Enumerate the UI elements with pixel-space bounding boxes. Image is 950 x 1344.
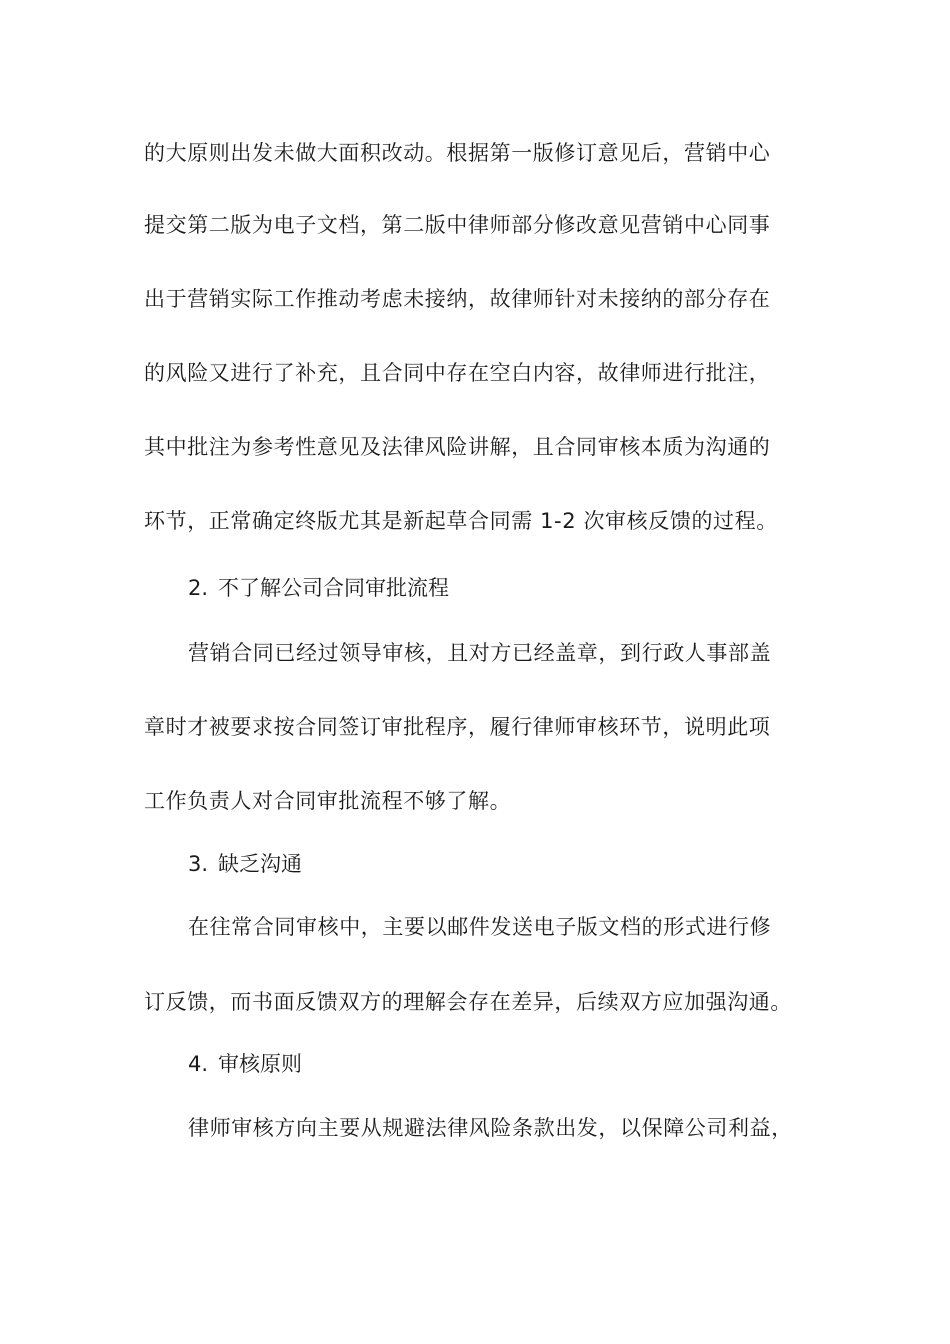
section-heading bbox=[188, 849, 302, 879]
section-heading bbox=[188, 1049, 302, 1079]
paragraph-line: 出于营销实际工作推动考虑未接纳，故律师针对未接纳的部分存在 bbox=[144, 287, 771, 311]
section-number: 2. bbox=[188, 576, 209, 600]
paragraph-line: 其中批注为参考性意见及法律风险讲解，且合同审核本质为沟通的 bbox=[144, 435, 771, 459]
section-title: 审核原则 bbox=[218, 1052, 302, 1076]
section-number: 3. bbox=[188, 852, 209, 876]
paragraph-line: 营销合同已经过领导审核，且对方已经盖章，到行政人事部盖 bbox=[188, 641, 772, 665]
section-title: 不了解公司合同审批流程 bbox=[218, 576, 449, 600]
paragraph-line: 的大原则出发未做大面积改动。根据第一版修订意见后，营销中心 bbox=[144, 141, 771, 165]
paragraph-line: 的风险又进行了补充，且合同中存在空白内容，故律师进行批注， bbox=[144, 361, 771, 385]
section-title: 缺乏沟通 bbox=[218, 852, 302, 876]
paragraph-line: 律师审核方向主要从规避法律风险条款出发，以保障公司利益， bbox=[188, 1116, 793, 1140]
paragraph-line: 提交第二版为电子文档，第二版中律师部分修改意见营销中心同事 bbox=[144, 213, 771, 237]
paragraph-line: 订反馈，而书面反馈双方的理解会存在差异，后续双方应加强沟通。 bbox=[144, 990, 792, 1014]
paragraph-line: 环节，正常确定终版尤其是新起草合同需 1-2 次审核反馈的过程。 bbox=[144, 509, 778, 533]
paragraph-line: 章时才被要求按合同签订审批程序，履行律师审核环节，说明此项 bbox=[144, 715, 771, 739]
paragraph-line: 工作负责人对合同审批流程不够了解。 bbox=[144, 789, 512, 813]
section-number: 4. bbox=[188, 1052, 209, 1076]
section-heading bbox=[188, 573, 449, 603]
paragraph-line: 在往常合同审核中，主要以邮件发送电子版文档的形式进行修 bbox=[188, 915, 772, 939]
